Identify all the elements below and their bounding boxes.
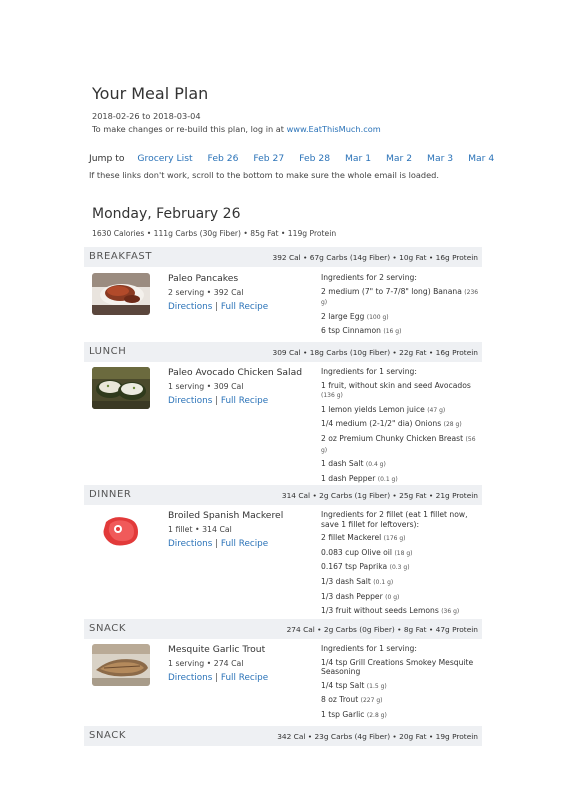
ingredient-item <box>321 533 481 544</box>
full-recipe-link[interactable]: Full Recipe <box>220 673 269 683</box>
ingredient-item <box>321 577 481 588</box>
directions-link[interactable]: Directions <box>168 396 213 406</box>
ingredient-text: 1 lemon yields Lemon juice <box>321 404 425 414</box>
food-serving: 2 serving • 392 Cal <box>168 288 244 297</box>
ingredient-text: 1/3 dash Salt <box>321 576 371 586</box>
ingredient-text: 1/4 tsp Salt <box>321 680 365 690</box>
ingredient-text: 0.083 cup Olive oil <box>321 547 393 557</box>
jump-hint: If these links don't work, scroll to the bottom to make sure the whole email is loaded. <box>89 170 439 180</box>
meat-icon[interactable] <box>92 510 150 552</box>
jump-label: Jump to <box>89 153 125 164</box>
food-links <box>168 302 313 312</box>
food-name[interactable]: Paleo Pancakes <box>168 273 239 284</box>
full-recipe-link[interactable]: Full Recipe <box>220 539 269 549</box>
ingredient-weight: (1.5 g) <box>366 682 387 690</box>
ingredient-text: 1/3 dash Pepper <box>321 591 383 601</box>
ingredients-dinner <box>321 510 481 621</box>
meal-name: DINNER <box>89 489 132 500</box>
food-serving: 1 serving • 274 Cal <box>168 659 244 668</box>
ingredient-weight: (28 g) <box>443 421 462 429</box>
jump-nav <box>89 153 506 164</box>
change-text: To make changes or re-build this plan, log in at <box>92 124 284 134</box>
link-separator: | <box>215 673 219 683</box>
avocado-salad-image[interactable] <box>92 367 150 409</box>
meal-name: LUNCH <box>89 346 127 357</box>
full-recipe-link[interactable]: Full Recipe <box>220 396 269 406</box>
ingredient-weight: (2.8 g) <box>366 711 387 719</box>
ingredient-weight: (18 g) <box>394 549 413 557</box>
ingredients-snack <box>321 644 481 725</box>
ingredient-item <box>321 710 481 721</box>
meal-name: BREAKFAST <box>89 251 153 262</box>
food-serving: 1 serving • 309 Cal <box>168 382 244 391</box>
directions-link[interactable]: Directions <box>168 673 213 683</box>
food-links <box>168 539 313 549</box>
ingredient-text: 8 oz Trout <box>321 695 359 705</box>
food-info-breakfast <box>168 273 313 312</box>
ingredients-header: Ingredients for 2 fillet (eat 1 fillet now, save 1 fillet for leftovers): <box>321 510 468 529</box>
meal-summary: 274 Cal • 2g Carbs (0g Fiber) • 8g Fat • 47g Protein <box>286 625 478 634</box>
jump-link-feb-28[interactable]: Feb 28 <box>299 153 331 164</box>
meal-header-snack <box>84 619 482 639</box>
food-info-snack <box>168 644 313 683</box>
ingredient-text: 2 oz Premium Chunky Chicken Breast <box>321 433 464 443</box>
jump-link-feb-27[interactable]: Feb 27 <box>253 153 285 164</box>
ingredient-item <box>321 695 481 706</box>
ingredients-breakfast <box>321 273 481 341</box>
change-instructions <box>92 124 381 134</box>
ingredient-item <box>321 434 481 455</box>
ingredient-text: 1/3 fruit without seeds Lemons <box>321 606 439 616</box>
jump-link-mar-2[interactable]: Mar 2 <box>386 153 413 164</box>
meal-header-breakfast <box>84 247 482 267</box>
food-name[interactable]: Mesquite Garlic Trout <box>168 644 266 655</box>
jump-link-mar-4[interactable]: Mar 4 <box>468 153 495 164</box>
meal-header-lunch <box>84 342 482 362</box>
ingredient-text: 1/4 medium (2-1/2" dia) Onions <box>321 419 442 429</box>
ingredient-weight: (136 g) <box>321 392 343 400</box>
ingredient-text: 0.167 tsp Paprika <box>321 562 388 572</box>
ingredient-weight: (56 g) <box>321 435 476 454</box>
ingredient-text: 2 fillet Mackerel <box>321 533 382 543</box>
ingredient-weight: (36 g) <box>441 608 460 616</box>
full-recipe-link[interactable]: Full Recipe <box>220 302 269 312</box>
ingredient-item <box>321 459 481 470</box>
ingredient-item <box>321 326 481 337</box>
ingredients-header: Ingredients for 1 serving: <box>321 644 417 653</box>
food-name[interactable]: Paleo Avocado Chicken Salad <box>168 367 303 378</box>
ingredients-header: Ingredients for 1 serving: <box>321 367 417 376</box>
food-serving: 1 fillet • 314 Cal <box>168 525 232 534</box>
ingredient-weight: (16 g) <box>383 328 402 336</box>
trout-image[interactable] <box>92 644 150 686</box>
ingredient-item <box>321 287 481 308</box>
link-separator: | <box>215 539 219 549</box>
ingredient-weight: (0.4 g) <box>365 461 386 469</box>
ingredient-weight: (176 g) <box>383 535 406 543</box>
ingredient-item <box>321 405 481 416</box>
directions-link[interactable]: Directions <box>168 302 213 312</box>
link-separator: | <box>215 302 219 312</box>
ingredient-weight: (227 g) <box>360 697 383 705</box>
directions-link[interactable]: Directions <box>168 539 213 549</box>
pancakes-image[interactable] <box>92 273 150 315</box>
ingredient-item <box>321 381 481 401</box>
meal-summary: 392 Cal • 67g Carbs (14g Fiber) • 10g Fat • 16g Protein <box>272 253 478 262</box>
ingredient-text: 1 fruit, without skin and seed Avocados <box>321 380 471 390</box>
food-name[interactable]: Broiled Spanish Mackerel <box>168 510 284 521</box>
ingredient-item <box>321 312 481 323</box>
ingredient-weight: (0 g) <box>385 593 400 601</box>
ingredient-weight: (0.3 g) <box>389 564 410 572</box>
ingredient-item <box>321 606 481 617</box>
jump-link-mar-3[interactable]: Mar 3 <box>427 153 454 164</box>
ingredient-item <box>321 592 481 603</box>
ingredient-item <box>321 681 481 692</box>
meal-summary: 342 Cal • 23g Carbs (4g Fiber) • 20g Fat • 19g Protein <box>277 732 478 741</box>
ingredient-item <box>321 474 481 485</box>
ingredient-text: 1 dash Salt <box>321 459 364 469</box>
ingredient-text: 2 large Egg <box>321 311 365 321</box>
day-summary: 1630 Calories • 111g Carbs (30g Fiber) • 85g Fat • 119g Protein <box>92 229 337 238</box>
ingredient-text: 1 dash Pepper <box>321 473 376 483</box>
ingredient-weight: (0.1 g) <box>377 475 398 483</box>
meal-header-dinner <box>84 485 482 505</box>
food-info-lunch <box>168 367 313 406</box>
ingredient-weight: (100 g) <box>366 313 389 321</box>
ingredient-text: 2 medium (7" to 7-7/8" long) Banana <box>321 286 462 296</box>
ingredient-text: 1 tsp Garlic <box>321 709 365 719</box>
ingredient-text: 1/4 tsp Grill Creations Smokey Mesquite Seasoning <box>321 657 474 677</box>
food-links <box>168 396 313 406</box>
ingredient-item <box>321 548 481 559</box>
date-range: 2018-02-26 to 2018-03-04 <box>92 111 201 121</box>
ingredient-weight: (0.1 g) <box>373 578 394 586</box>
jump-link-feb-26[interactable]: Feb 26 <box>207 153 239 164</box>
meal-summary: 309 Cal • 18g Carbs (10g Fiber) • 22g Fat • 16g Protein <box>272 348 478 357</box>
jump-link-grocery-list[interactable]: Grocery List <box>137 153 193 164</box>
ingredient-item <box>321 419 481 430</box>
meal-name: SNACK <box>89 623 127 634</box>
food-links <box>168 673 313 683</box>
ingredient-item <box>321 658 481 677</box>
meal-name: SNACK <box>89 730 127 741</box>
meal-summary: 314 Cal • 2g Carbs (1g Fiber) • 25g Fat • 21g Protein <box>281 491 478 500</box>
link-separator: | <box>215 396 219 406</box>
meal-header-snack-2 <box>84 726 482 746</box>
ingredient-weight: (47 g) <box>427 406 446 414</box>
page-title: Your Meal Plan <box>92 84 209 103</box>
ingredient-item <box>321 562 481 573</box>
jump-link-mar-1[interactable]: Mar 1 <box>344 153 372 164</box>
day-title: Monday, February 26 <box>92 206 241 222</box>
food-info-dinner <box>168 510 313 549</box>
ingredient-weight: (236 g) <box>321 288 479 307</box>
ingredient-text: 6 tsp Cinnamon <box>321 326 381 336</box>
site-link[interactable]: www.EatThisMuch.com <box>286 124 381 134</box>
ingredients-lunch <box>321 367 481 488</box>
ingredients-header: Ingredients for 2 serving: <box>321 273 417 282</box>
